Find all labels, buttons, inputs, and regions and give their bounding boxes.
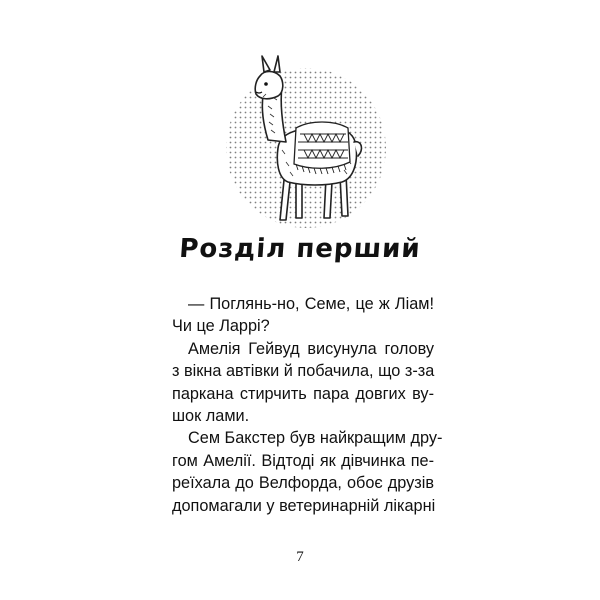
llama-drawing-icon bbox=[208, 50, 388, 230]
text-line: паркана стирчить пара довгих ву- bbox=[172, 384, 434, 403]
chapter-title: Розділ перший bbox=[178, 234, 422, 264]
body-text bbox=[172, 293, 443, 517]
text-line: допомагали у ветеринарній лікарні bbox=[172, 496, 436, 515]
text-line: Сем Бакстер був найкращим дру- bbox=[188, 429, 443, 448]
text-line: Чи це Ларрі? bbox=[172, 317, 270, 336]
page-number: 7 bbox=[296, 549, 304, 565]
text-line: з вікна автівки й побачила, що з-за bbox=[172, 362, 435, 381]
text-line: Амелія Гейвуд висунула голову bbox=[188, 339, 434, 358]
text-line: шок лами. bbox=[172, 407, 250, 426]
text-line: реїхала до Велфорда, обоє друзів bbox=[172, 474, 434, 493]
paragraph-3 bbox=[172, 427, 443, 517]
paragraph-2 bbox=[172, 338, 434, 428]
llama-illustration bbox=[208, 50, 388, 230]
paragraph-1 bbox=[172, 293, 434, 338]
text-line: — Поглянь-но, Семе, це ж Ліам! bbox=[188, 295, 434, 313]
text-line: гом Амелії. Відтоді як дівчинка пе- bbox=[172, 451, 434, 470]
